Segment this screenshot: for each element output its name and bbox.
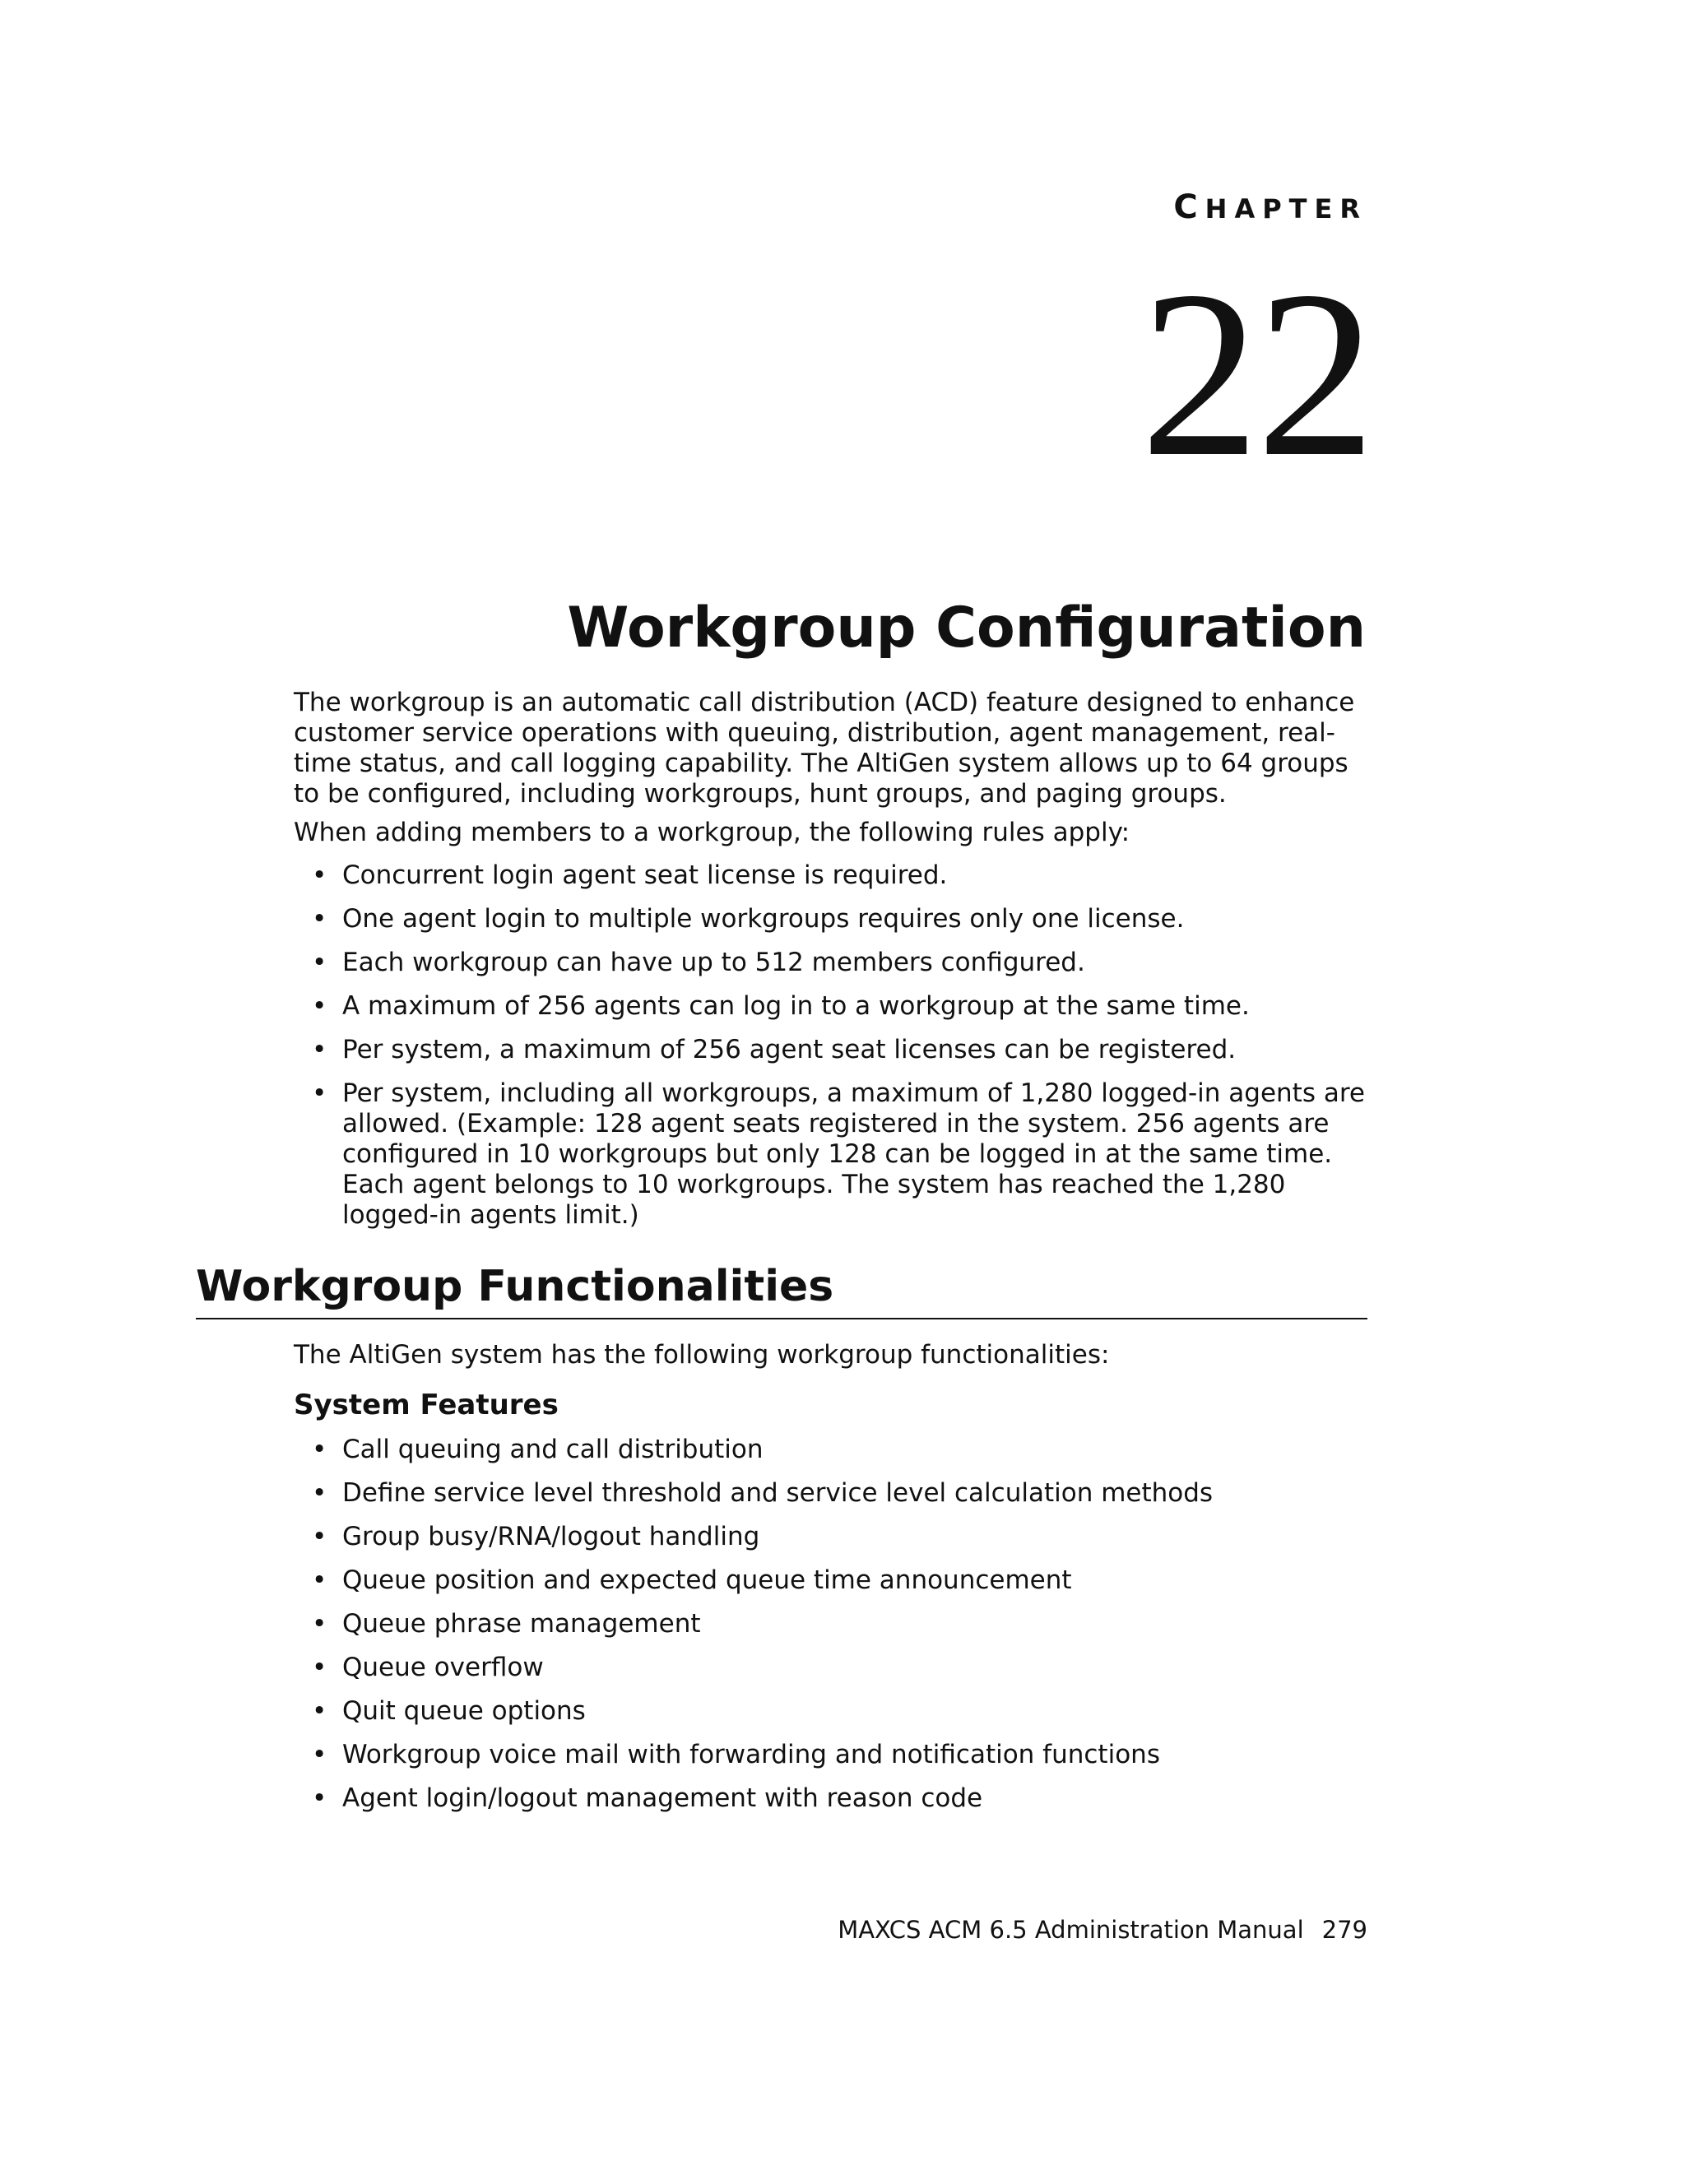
features-list (294, 1435, 1380, 1827)
bullet-icon: • (312, 991, 327, 1021)
bullet-icon: • (312, 1522, 327, 1551)
list-item-text: Concurrent login agent seat license is required. (342, 860, 948, 890)
chapter-label-rest: HAPTER (1205, 193, 1367, 225)
list-item-text: Per system, including all workgroups, a maximum of 1,280 logged-in agents are allowed. (Example: 128 agent seats registered in the system. 256 agents are configured in 10 workgroups but only 128 can be logged in at the same time. Each agent belongs to 10 workgroups. The system has reached the 1,280 logged-in agents limit.) (342, 1078, 1365, 1230)
footer-manual-title: MAXCS ACM 6.5 Administration Manual (838, 1916, 1304, 1944)
bullet-icon: • (312, 1565, 327, 1595)
page-footer (838, 1915, 1367, 1945)
list-item-text: Agent login/logout management with reason code (342, 1783, 983, 1813)
list-item (294, 860, 1380, 891)
list-item (294, 1435, 1380, 1465)
bullet-icon: • (312, 1035, 327, 1064)
list-item-text: Group busy/RNA/logout handling (342, 1522, 760, 1551)
list-item (294, 1653, 1380, 1683)
list-item (294, 1696, 1380, 1727)
bullet-icon: • (312, 1696, 327, 1726)
bullet-icon: • (312, 1609, 327, 1639)
chapter-label (1173, 188, 1367, 229)
chapter-label-initial: C (1173, 188, 1205, 226)
bullet-icon: • (312, 1653, 327, 1682)
list-item (294, 904, 1380, 934)
list-item-text: Call queuing and call distribution (342, 1435, 764, 1464)
bullet-icon: • (312, 1740, 327, 1769)
list-item-text: Each workgroup can have up to 512 members configured. (342, 948, 1085, 977)
bullet-icon: • (312, 1435, 327, 1464)
list-item-text: One agent login to multiple workgroups requires only one license. (342, 904, 1185, 934)
bullet-icon: • (312, 904, 327, 934)
list-item-text: Queue overflow (342, 1653, 544, 1682)
list-item-text: A maximum of 256 agents can log in to a workgroup at the same time. (342, 991, 1250, 1021)
list-item (294, 991, 1380, 1022)
list-item-text: Queue position and expected queue time announcement (342, 1565, 1072, 1595)
bullet-icon: • (312, 1783, 327, 1813)
list-item-text: Workgroup voice mail with forwarding and notification functions (342, 1740, 1160, 1769)
bullet-icon: • (312, 948, 327, 977)
list-item-text: Quit queue options (342, 1696, 586, 1726)
intro-paragraph: The workgroup is an automatic call distribution (ACD) feature designed to enhance customer service operations with queuing, distribution, agent management, real-time status, and call logging capability. The AltiGen system allows up to 64 groups to be configured, including workgroups, hunt groups, and paging groups. (294, 688, 1355, 809)
list-item-text: Define service level threshold and service level calculation methods (342, 1478, 1214, 1508)
list-item (294, 1035, 1380, 1065)
list-item (294, 1740, 1380, 1770)
list-item (294, 948, 1380, 978)
bullet-icon: • (312, 860, 327, 890)
rules-list (294, 860, 1380, 1244)
list-item-text: Per system, a maximum of 256 agent seat licenses can be registered. (342, 1035, 1237, 1064)
subheading-system-features: System Features (294, 1389, 559, 1421)
list-item (294, 1078, 1380, 1231)
list-item-text: Queue phrase management (342, 1609, 701, 1639)
list-item (294, 1478, 1380, 1509)
list-item (294, 1609, 1380, 1639)
section-heading-workgroup-functionalities: Workgroup Functionalities (196, 1260, 1367, 1319)
functionalities-lead-text: The AltiGen system has the following workgroup functionalities: (294, 1340, 1110, 1370)
chapter-title: Workgroup Configuration (567, 595, 1366, 661)
list-item (294, 1783, 1380, 1814)
bullet-icon: • (312, 1078, 327, 1108)
list-item (294, 1522, 1380, 1552)
chapter-number: 22 (1140, 242, 1372, 506)
list-item (294, 1565, 1380, 1596)
page-number: 279 (1321, 1916, 1367, 1944)
rules-lead-text: When adding members to a workgroup, the following rules apply: (294, 818, 1130, 847)
bullet-icon: • (312, 1478, 327, 1508)
